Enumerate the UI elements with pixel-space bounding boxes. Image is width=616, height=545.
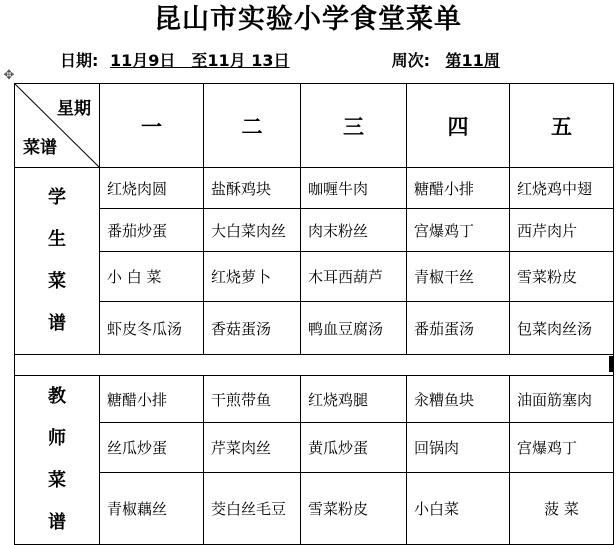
table-row: [15, 302, 614, 355]
dish-cell: 红烧萝卜: [204, 252, 301, 302]
dish-cell: 回锅肉: [407, 423, 510, 472]
corner-header-cell: [15, 84, 100, 168]
dish-cell: 小 白 菜: [100, 252, 204, 302]
header-row: [15, 84, 614, 168]
dish-cell: 雪菜粉皮: [301, 472, 407, 544]
dish-cell: 红烧鸡腿: [301, 376, 407, 423]
table-row: [15, 168, 614, 209]
dish-cell: 西芹肉片: [510, 209, 614, 252]
day-header-thu: 四: [407, 84, 510, 168]
dish-cell: 包菜肉丝汤: [510, 302, 614, 355]
dish-cell: 大白菜肉丝: [204, 209, 301, 252]
date-value: 11月9日 至11月 13日: [109, 51, 290, 70]
dish-cell: 青椒干丝: [407, 252, 510, 302]
dish-cell: 糖醋小排: [100, 376, 204, 423]
table-row: [15, 472, 614, 544]
dish-cell: 丝瓜炒蛋: [100, 423, 204, 472]
day-header-mon: 一: [100, 84, 204, 168]
week-label: 周次:: [391, 51, 430, 70]
corner-bottom-label: 菜谱: [23, 138, 57, 158]
dish-cell: 红烧肉圆: [100, 168, 204, 209]
day-header-tue: 二: [204, 84, 301, 168]
dish-cell: 芹菜肉丝: [204, 423, 301, 472]
dish-cell: 宫爆鸡丁: [407, 209, 510, 252]
dish-cell: 虾皮冬瓜汤: [100, 302, 204, 355]
menu-table: [14, 83, 614, 545]
teacher-menu-label: 教 师 菜 谱: [15, 376, 100, 545]
scroll-marker: [609, 356, 614, 372]
dish-cell: 鸭血豆腐汤: [301, 302, 407, 355]
table-row: [15, 423, 614, 472]
dish-cell: 小白菜: [407, 472, 510, 544]
dish-cell: 干煎带鱼: [204, 376, 301, 423]
dish-cell: 糖醋小排: [407, 168, 510, 209]
separator-row: [15, 355, 614, 376]
page-title: 昆山市实验小学食堂菜单: [154, 4, 462, 35]
date-label: 日期:: [60, 51, 99, 70]
dish-cell: 茭白丝毛豆: [204, 472, 301, 544]
date-week-line: [60, 49, 500, 73]
table-move-handle-icon[interactable]: ✥: [3, 68, 15, 83]
dish-cell: 盐酥鸡块: [204, 168, 301, 209]
dish-cell: 香菇蛋汤: [204, 302, 301, 355]
dish-cell: 番茄蛋汤: [407, 302, 510, 355]
dish-cell: 油面筋塞肉: [510, 376, 614, 423]
table-row: [15, 376, 614, 423]
week-value: 第11周: [445, 51, 500, 70]
dish-cell: 雪菜粉皮: [510, 252, 614, 302]
dish-cell: 木耳西葫芦: [301, 252, 407, 302]
dish-cell: 红烧鸡中翅: [510, 168, 614, 209]
separator-cell: [15, 355, 614, 376]
day-header-fri: 五: [510, 84, 614, 168]
student-menu-label: 学 生 菜 谱: [15, 168, 100, 355]
dish-cell: 番茄炒蛋: [100, 209, 204, 252]
dish-cell: 汆糟鱼块: [407, 376, 510, 423]
table-row: [15, 252, 614, 302]
dish-cell: 黄瓜炒蛋: [301, 423, 407, 472]
dish-cell: 咖喱牛肉: [301, 168, 407, 209]
dish-cell: 青椒藕丝: [100, 472, 204, 544]
corner-top-label: 星期: [57, 99, 91, 119]
dish-cell: 菠 菜: [510, 472, 614, 544]
table-row: [15, 209, 614, 252]
dish-cell: 肉末粉丝: [301, 209, 407, 252]
day-header-wed: 三: [301, 84, 407, 168]
dish-cell: 宫爆鸡丁: [510, 423, 614, 472]
